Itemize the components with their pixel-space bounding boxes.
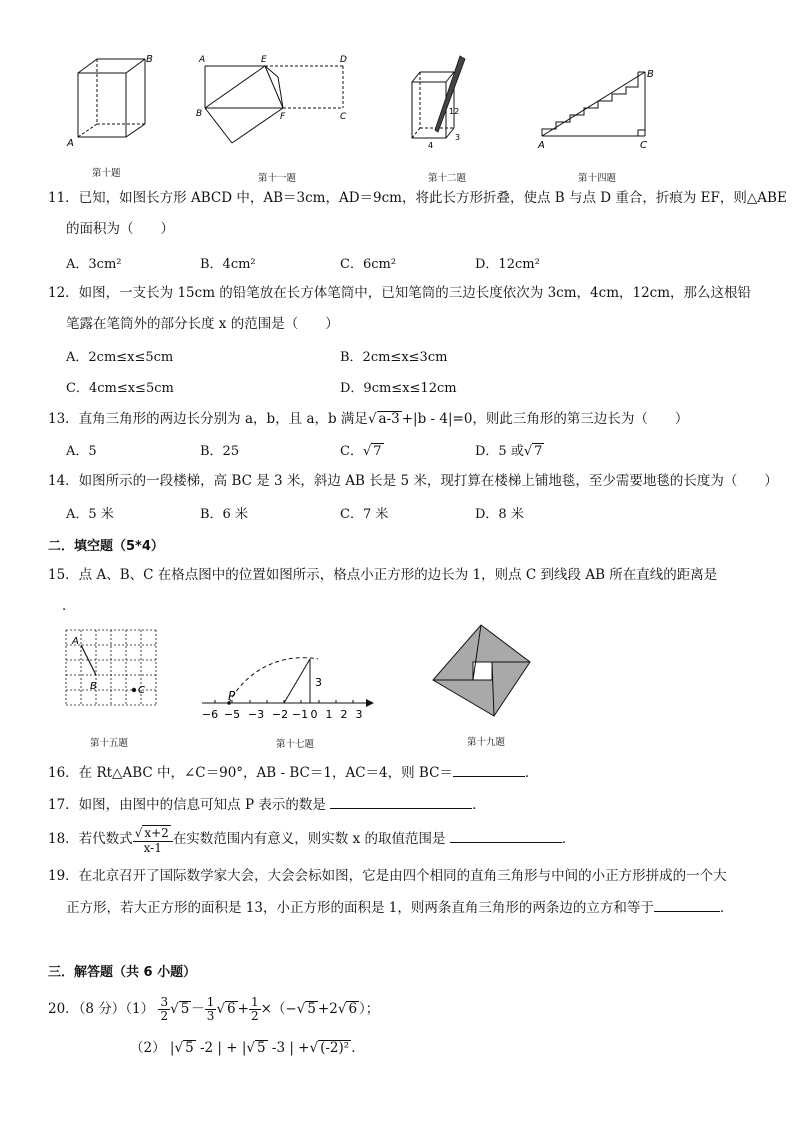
q17-answer-blank[interactable] [330, 794, 472, 809]
q18-pre: 18．若代数式 [48, 831, 133, 847]
q18-denominator: x-1 [143, 840, 162, 855]
q20-part1: 20．（8 分）（1） $\frac{3}{2}$ √ 5 － $\frac{1}{3}$ √ 6 + $\frac{1}{2}$ ×（−√ 5 +2√ 6 ）； [48, 995, 380, 1023]
q20-paren-open: （− [271, 1001, 297, 1017]
section-3-heading: 三．解答题（共 6 小题） [48, 965, 197, 980]
q12-line1: 12．如图，一支长为 15cm 的铅笔放在长方体笔筒中，已知笔筒的三边长度依次为 3cm，4cm，12cm，那么这根铅 [48, 285, 752, 301]
q13-option-b: B．25 [200, 444, 240, 459]
q20-frac3-num: 1 [250, 995, 259, 1009]
q15-line2: ． [62, 598, 76, 614]
figure-17-number-line [198, 642, 380, 724]
fig17-tick-3: −2 [271, 708, 289, 721]
fig11-caption: 第十一题 [258, 173, 297, 184]
fig17-tick-5: 0 [310, 708, 318, 721]
q14-option-b: B．6 米 [200, 507, 248, 522]
fig11-label-d: D [340, 55, 347, 65]
fig17-caption: 第十七题 [276, 739, 315, 750]
q12-option-a: A．2cm≤x≤5cm [66, 350, 174, 365]
fig17-tick-0: −6 [201, 708, 219, 721]
q20-frac2-num: 1 [206, 995, 215, 1009]
q13-mid: +|b - 4|=0，则此三角形的第三边长为（ ） [401, 411, 689, 427]
q18-answer-blank[interactable] [450, 828, 562, 843]
q19-line1: 19．在北京召开了国际数学家大会，大会会标如图，它是由四个相同的直角三角形与中间的小正方形拼成的一个大 [48, 868, 727, 884]
q20-p2-end: ． [351, 1040, 365, 1056]
q18-numerator: √ x+2 [133, 825, 173, 842]
fig12-label-depth: 3 [455, 133, 461, 142]
q19-answer-blank[interactable] [654, 897, 720, 912]
q16 [48, 762, 538, 783]
q18-post: 在实数范围内有意义，则实数 x 的取值范围是 [172, 831, 446, 847]
q20-paren-close: ）； [359, 1001, 380, 1017]
fig12-caption: 第十二题 [428, 173, 467, 184]
fig15-label-a: A [72, 636, 79, 647]
q18 [48, 822, 575, 856]
q20-p2-rad3: (-2)² [320, 1040, 350, 1056]
fig12-label-length: 4 [428, 141, 434, 150]
fig10-label-b: B [146, 54, 153, 65]
q16-end: ． [524, 765, 539, 781]
q20-p2-rad2: 5 [257, 1040, 266, 1056]
q16-answer-blank[interactable] [453, 762, 525, 777]
q20-part2: （2） |√ 5 -2 | + |√ 5 -3 | +√ (-2)² ． [130, 1040, 365, 1056]
q17-end: ． [472, 797, 486, 813]
figure-11-fold [195, 50, 355, 160]
q13-option-c-label: C． [340, 444, 363, 459]
q15-line1: 15．点 A、B、C 在格点图中的位置如图所示，格点小正方形的边长为 1，则点 C 到线段 AB 所在直线的距离是 [48, 567, 718, 583]
q13-option-c: C．√ 7 [340, 444, 382, 459]
fig17-tick-1: −5 [223, 708, 241, 721]
section-2-heading: 二．填空题（5*4） [48, 539, 164, 554]
q14-line1: 14．如图所示的一段楼梯，高 BC 是 3 米，斜边 AB 长是 5 米，现打算在楼梯上铺地毯，至少需要地毯的长度为（ ） [48, 473, 778, 489]
q11-option-a: A．3cm² [66, 257, 122, 272]
fig11-label-c: C [340, 112, 347, 122]
q13-option-d-radicand: 7 [534, 444, 543, 459]
q20-label2: （2） [130, 1040, 166, 1056]
q20-plus: + [237, 1001, 249, 1017]
q20-frac-1-2 [249, 996, 261, 1023]
q20-frac-3-2 [158, 996, 170, 1023]
q20-frac3-den: 2 [250, 1009, 259, 1023]
q13-option-c-radicand: 7 [373, 444, 382, 459]
q12-line2: 笔露在笔筒外的部分长度 x 的范围是（ ） [66, 316, 339, 332]
fig17-tick-2: −3 [247, 708, 265, 721]
q12-option-b: B．2cm≤x≤3cm [340, 350, 448, 365]
q20-frac-1-3 [205, 996, 217, 1023]
fig17-tick-7: 2 [340, 708, 348, 721]
q14-option-c: C．7 米 [340, 507, 389, 522]
q13-option-d: D．5 或√ 7 [475, 444, 543, 459]
q11-option-b: B．4cm² [200, 257, 256, 272]
fig14-caption: 第十四题 [578, 173, 617, 184]
fig17-label-p: P [228, 689, 236, 703]
figure-19-pinwheel-square [430, 622, 535, 722]
q20-p2-mid2: -3 | + [267, 1040, 310, 1056]
q13-option-d-label: D．5 或 [475, 444, 524, 459]
q19-end: ． [719, 900, 734, 916]
fig17-tick-4: −1 [291, 708, 309, 721]
fig10-label-a: A [67, 138, 74, 149]
fig10-caption: 第十题 [92, 168, 121, 179]
q20-plus2: +2 [317, 1001, 338, 1017]
fig17-tick-8: 3 [355, 708, 363, 721]
q11-line2: 的面积为（ ） [66, 221, 174, 237]
fig15-label-c: C [138, 685, 145, 696]
fig17-tick-6: 1 [325, 708, 333, 721]
q12-option-c: C．4cm≤x≤5cm [66, 381, 174, 396]
q12-option-d: D．9cm≤x≤12cm [340, 381, 457, 396]
q20-rad5: 5 [180, 1001, 190, 1017]
fig12-label-height: 12 [449, 107, 460, 116]
q16-text: 16．在 Rt△ABC 中，∠C＝90°，AB - BC＝1，AC＝4，则 BC＝ [48, 765, 453, 781]
q14-option-a: A．5 米 [66, 507, 114, 522]
q18-numerator-radicand: x+2 [144, 825, 169, 840]
q20-abs-open1: | [169, 1040, 175, 1056]
q20-label: 20．（8 分）（1） [48, 1001, 155, 1017]
q20-frac1-den: 2 [160, 1009, 169, 1023]
fig11-label-e: E [261, 55, 267, 65]
q13-radicand: a-3 [378, 411, 400, 427]
figure-12-pencil [400, 52, 480, 162]
fig17-label-height: 3 [315, 676, 322, 689]
figure-10-cuboid [64, 50, 164, 180]
fig11-label-a: A [199, 55, 206, 65]
q18-fraction [133, 825, 173, 855]
q13-stem: 13．直角三角形的两边长分别为 a，b，且 a，b 满足√ a-3 +|b - 4|=0，则此三角形的第三边长为（ ） [48, 411, 689, 427]
fig15-label-b: B [90, 681, 97, 692]
q20-frac2-den: 3 [206, 1009, 215, 1023]
figure-14-stairs [532, 60, 662, 155]
q20-minus: － [191, 1001, 205, 1017]
q20-rad5b: 5 [307, 1001, 316, 1017]
q17-text: 17．如图，由图中的信息可知点 P 表示的数是 [48, 797, 326, 813]
q20-times: × [260, 1001, 272, 1017]
q14-option-d: D．8 米 [475, 507, 524, 522]
figure-15-grid [58, 622, 168, 722]
fig14-label-a: A [538, 140, 545, 151]
q20-rad6: 6 [227, 1001, 236, 1017]
q20-frac1-num: 3 [160, 995, 169, 1009]
fig14-label-b: B [647, 69, 654, 80]
q13-pre: 13．直角三角形的两边长分别为 a，b，且 a，b 满足 [48, 411, 368, 427]
q11-option-c: C．6cm² [340, 257, 397, 272]
fig11-label-f: F [280, 112, 286, 122]
q11-line1: 11．已知，如图长方形 ABCD 中，AB＝3cm，AD＝9cm，将此长方形折叠，使点 B 与点 D 重合，折痕为 EF，则△ABE [48, 190, 787, 206]
q19-line2-text: 正方形，若大正方形的面积是 13，小正方形的面积是 1，则两条直角三角形的两条边的立方和等于 [66, 900, 654, 916]
q13-option-a: A．5 [66, 444, 97, 459]
q20-rad6b: 6 [348, 1001, 358, 1017]
q19-line2 [66, 897, 733, 918]
q20-p2-mid1: -2 | + | [195, 1040, 247, 1056]
fig15-caption: 第十五题 [90, 738, 129, 749]
fig11-label-b: B [196, 109, 203, 119]
q17 [48, 794, 486, 815]
q20-p2-rad1: 5 [185, 1040, 194, 1056]
fig14-label-c: C [640, 140, 647, 151]
fig19-caption: 第十九题 [467, 737, 506, 748]
q11-option-d: D．12cm² [475, 257, 540, 272]
q18-end: ． [561, 831, 576, 847]
